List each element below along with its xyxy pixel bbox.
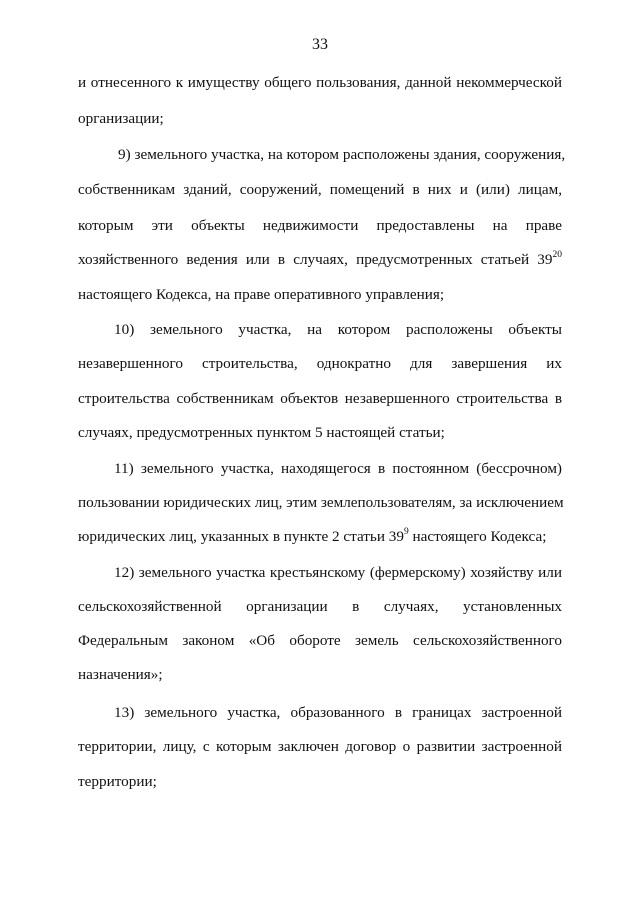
text-line: строительства собственникам объектов незавершенного строительства в xyxy=(78,390,562,407)
superscript: 9 xyxy=(403,527,409,537)
text-line: организации; xyxy=(78,110,164,127)
page-number: 33 xyxy=(312,36,328,53)
text-line: собственникам зданий, сооружений, помещений в них и (или) лицам, xyxy=(78,181,562,198)
paragraph-10-first-line: 10) земельного участка, на котором расположены объекты xyxy=(114,321,562,338)
text-span: юридических лиц, указанных в пункте 2 статьи 39 xyxy=(78,528,404,545)
text-line: пользовании юридических лиц, этим землепользователям, за исключением xyxy=(78,494,564,511)
text-line xyxy=(78,527,562,547)
text-line: настоящего Кодекса, на праве оперативного управления; xyxy=(78,286,445,303)
text-span: настоящего Кодекса; xyxy=(408,528,547,545)
text-line xyxy=(78,250,562,270)
superscript: 20 xyxy=(552,250,562,260)
text-line: случаях, предусмотренных пунктом 5 настоящей статьи; xyxy=(78,424,445,441)
paragraph-13-first-line: 13) земельного участка, образованного в границах застроенной xyxy=(114,704,562,721)
paragraph-12-first-line: 12) земельного участка крестьянскому (фермерскому) хозяйству или xyxy=(114,564,562,581)
text-line: незавершенного строительства, однократно для завершения их xyxy=(78,355,562,372)
text-span: хозяйственного ведения или в случаях, предусмотренных статьей 39 xyxy=(78,251,553,268)
text-line: которым эти объекты недвижимости предоставлены на праве xyxy=(78,217,562,234)
text-line: и отнесенного к имуществу общего пользования, данной некоммерческой xyxy=(78,74,562,91)
paragraph-9-first-line: 9) земельного участка, на котором расположены здания, сооружения, xyxy=(118,146,566,163)
text-line: сельскохозяйственной организации в случаях, установленных xyxy=(78,598,562,615)
paragraph-11-first-line: 11) земельного участка, находящегося в постоянном (бессрочном) xyxy=(114,460,562,477)
text-line: Федеральным законом «Об обороте земель сельскохозяйственного xyxy=(78,632,562,649)
text-line: территории, лицу, с которым заключен договор о развитии застроенной xyxy=(78,738,562,755)
text-line: территории; xyxy=(78,773,157,790)
text-line: назначения»; xyxy=(78,666,163,683)
